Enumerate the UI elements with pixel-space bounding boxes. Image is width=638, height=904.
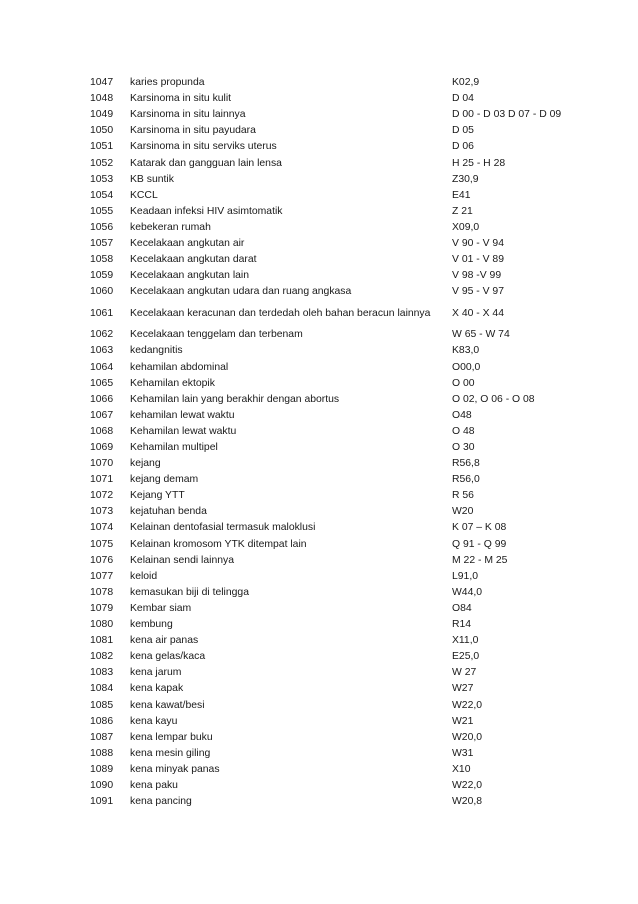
diagnosis-name: Kecelakaan angkutan udara dan ruang angkasa [130, 286, 352, 298]
table-row [90, 360, 592, 376]
icd-code: O 02, O 06 - O 08 [452, 393, 535, 405]
diagnosis-name: Kehamilan lain yang berakhir dengan abortus [130, 393, 340, 405]
diagnosis-name: Kecelakaan angkutan air [130, 237, 245, 249]
row-number: 1052 [90, 157, 114, 169]
icd-code: K 07 – K 08 [452, 522, 507, 534]
row-number: 1082 [90, 651, 114, 663]
diagnosis-name: kedangnitis [130, 345, 183, 357]
row-number: 1057 [90, 237, 114, 249]
icd-code: D 05 [452, 125, 474, 137]
table-row [90, 762, 592, 778]
table-row [90, 107, 592, 123]
table-body [90, 75, 592, 810]
table-row [90, 220, 592, 236]
diagnosis-name: Kelainan dentofasial termasuk maloklusi [130, 522, 316, 534]
icd-code: W44,0 [452, 586, 483, 598]
diagnosis-name: Kelainan kromosom YTK ditempat lain [130, 538, 307, 550]
table-row [90, 424, 592, 440]
row-number: 1089 [90, 763, 114, 775]
diagnosis-name: kena minyak panas [130, 763, 220, 775]
table-row [90, 188, 592, 204]
row-number: 1048 [90, 93, 114, 105]
row-number: 1073 [90, 506, 114, 518]
diagnosis-name: keloid [130, 570, 158, 582]
row-number: 1049 [90, 109, 114, 121]
row-number: 1047 [90, 77, 114, 89]
row-number: 1062 [90, 329, 114, 341]
diagnosis-name: kena kawat/besi [130, 699, 205, 711]
icd-code: Z30,9 [452, 173, 479, 185]
diagnosis-name: kejang [130, 458, 161, 470]
diagnosis-name: kejang demam [130, 474, 199, 486]
icd-code: H 25 - H 28 [452, 157, 506, 169]
diagnosis-name: Keadaan infeksi HIV asimtomatik [130, 205, 283, 217]
table-row [90, 488, 592, 504]
row-number: 1090 [90, 779, 114, 791]
table-row [90, 665, 592, 681]
diagnosis-name: Karsinoma in situ payudara [130, 125, 256, 137]
row-number: 1085 [90, 699, 114, 711]
table-row [90, 569, 592, 585]
icd-code: K02,9 [452, 77, 480, 89]
table-row [90, 252, 592, 268]
icd-code: W20 [452, 506, 474, 518]
diagnosis-name: Kecelakaan angkutan lain [130, 270, 250, 282]
table-row [90, 456, 592, 472]
table-row [90, 408, 592, 424]
table-row [90, 601, 592, 617]
icd-code: D 04 [452, 93, 474, 105]
icd-code: Q 91 - Q 99 [452, 538, 507, 550]
table-row [90, 155, 592, 171]
table-row [90, 268, 592, 284]
icd-code: W22,0 [452, 779, 483, 791]
icd-code: E41 [452, 189, 471, 201]
diagnosis-code-table [90, 75, 592, 810]
table-row [90, 91, 592, 107]
icd-code: X 40 - X 44 [452, 307, 504, 319]
row-number: 1054 [90, 189, 114, 201]
diagnosis-name: kena jarum [130, 667, 182, 679]
table-row [90, 123, 592, 139]
icd-code: L91,0 [452, 570, 479, 582]
icd-code: D 00 - D 03 D 07 - D 09 [452, 109, 562, 121]
row-number: 1084 [90, 683, 114, 695]
table-row [90, 649, 592, 665]
diagnosis-name: kebekeran rumah [130, 221, 211, 233]
table-row [90, 440, 592, 456]
row-number: 1072 [90, 490, 114, 502]
diagnosis-name: kehamilan lewat waktu [130, 409, 235, 421]
icd-code: W 65 - W 74 [452, 329, 510, 341]
icd-code: E25,0 [452, 651, 480, 663]
diagnosis-name: Kembar siam [130, 602, 192, 614]
icd-code: V 95 - V 97 [452, 286, 504, 298]
table-row [90, 714, 592, 730]
diagnosis-name: karies propunda [130, 77, 205, 89]
icd-code: W27 [452, 683, 474, 695]
row-number: 1063 [90, 345, 114, 357]
table-row [90, 520, 592, 536]
icd-code: V 98 -V 99 [452, 270, 502, 282]
row-number: 1088 [90, 747, 114, 759]
table-row [90, 617, 592, 633]
icd-code: O 30 [452, 442, 475, 454]
table-row [90, 284, 592, 300]
row-number: 1061 [90, 307, 114, 319]
row-number: 1051 [90, 141, 114, 153]
icd-code: O48 [452, 409, 472, 421]
row-number: 1091 [90, 796, 114, 808]
table-row [90, 553, 592, 569]
table-row [90, 585, 592, 601]
diagnosis-name: KCCL [130, 189, 158, 201]
table-row [90, 746, 592, 762]
icd-code: R14 [452, 619, 472, 631]
diagnosis-name: kena kayu [130, 715, 178, 727]
table-row [90, 730, 592, 746]
diagnosis-name: Kehamilan multipel [130, 442, 218, 454]
row-number: 1081 [90, 635, 114, 647]
row-number: 1075 [90, 538, 114, 550]
table-row [90, 300, 592, 327]
row-number: 1064 [90, 361, 114, 373]
icd-code: X10 [452, 763, 471, 775]
table-row [90, 537, 592, 553]
diagnosis-name: Karsinoma in situ serviks uterus [130, 141, 277, 153]
diagnosis-name: kena paku [130, 779, 178, 791]
diagnosis-name: kembung [130, 619, 173, 631]
table-row [90, 343, 592, 359]
diagnosis-name: Karsinoma in situ lainnya [130, 109, 246, 121]
row-number: 1077 [90, 570, 114, 582]
diagnosis-name: kena kapak [130, 683, 184, 695]
diagnosis-name: kena lempar buku [130, 731, 213, 743]
diagnosis-name: Kehamilan ektopik [130, 377, 215, 389]
row-number: 1071 [90, 474, 114, 486]
table-row [90, 204, 592, 220]
icd-code: X11,0 [452, 635, 479, 647]
diagnosis-name: Karsinoma in situ kulit [130, 93, 232, 105]
icd-code: X09,0 [452, 221, 480, 233]
icd-code: R 56 [452, 490, 474, 502]
icd-code: M 22 - M 25 [452, 554, 508, 566]
icd-code: W31 [452, 747, 474, 759]
row-number: 1079 [90, 602, 114, 614]
row-number: 1083 [90, 667, 114, 679]
row-number: 1065 [90, 377, 114, 389]
icd-code: V 90 - V 94 [452, 237, 504, 249]
row-number: 1076 [90, 554, 114, 566]
icd-code: O 48 [452, 425, 475, 437]
icd-code: O84 [452, 602, 472, 614]
table-row [90, 697, 592, 713]
diagnosis-name: kejatuhan benda [130, 506, 207, 518]
table-row [90, 172, 592, 188]
row-number: 1056 [90, 221, 114, 233]
diagnosis-name: kehamilan abdominal [130, 361, 229, 373]
icd-code: Z 21 [452, 205, 473, 217]
diagnosis-name: Katarak dan gangguan lain lensa [130, 157, 282, 169]
row-number: 1086 [90, 715, 114, 727]
row-number: 1078 [90, 586, 114, 598]
row-number: 1053 [90, 173, 114, 185]
row-number: 1069 [90, 442, 114, 454]
icd-code: W20,0 [452, 731, 483, 743]
row-number: 1058 [90, 254, 114, 266]
icd-code: W21 [452, 715, 474, 727]
row-number: 1050 [90, 125, 114, 137]
table-row [90, 139, 592, 155]
table-row [90, 778, 592, 794]
icd-code: O00,0 [452, 361, 481, 373]
table-row [90, 392, 592, 408]
row-number: 1087 [90, 731, 114, 743]
icd-code: W20,8 [452, 796, 483, 808]
icd-code: R56,8 [452, 458, 480, 470]
diagnosis-name: Kecelakaan tenggelam dan terbenam [130, 329, 303, 341]
row-number: 1068 [90, 425, 114, 437]
row-number: 1059 [90, 270, 114, 282]
diagnosis-name: Kehamilan lewat waktu [130, 425, 237, 437]
diagnosis-name: Kelainan sendi lainnya [130, 554, 234, 566]
table-row [90, 504, 592, 520]
table-row [90, 75, 592, 91]
row-number: 1070 [90, 458, 114, 470]
table-row [90, 236, 592, 252]
row-number: 1074 [90, 522, 114, 534]
row-number: 1066 [90, 393, 114, 405]
diagnosis-name: KB suntik [130, 173, 174, 185]
diagnosis-name: Kecelakaan keracunan dan terdedah oleh bahan beracun lainnya [130, 307, 431, 319]
row-number: 1080 [90, 619, 114, 631]
table-row [90, 633, 592, 649]
table-row [90, 327, 592, 343]
diagnosis-name: Kecelakaan angkutan darat [130, 254, 257, 266]
table-row [90, 794, 592, 810]
table-row [90, 681, 592, 697]
icd-code: D 06 [452, 141, 474, 153]
row-number: 1060 [90, 286, 114, 298]
diagnosis-name: kemasukan biji di telingga [130, 586, 249, 598]
diagnosis-name: kena air panas [130, 635, 199, 647]
icd-code: V 01 - V 89 [452, 254, 504, 266]
diagnosis-name: kena mesin giling [130, 747, 211, 759]
row-number: 1067 [90, 409, 114, 421]
icd-code: W 27 [452, 667, 477, 679]
icd-code: K83,0 [452, 345, 480, 357]
diagnosis-name: Kejang YTT [130, 490, 185, 502]
table-row [90, 472, 592, 488]
icd-code: R56,0 [452, 474, 480, 486]
diagnosis-name: kena pancing [130, 796, 192, 808]
icd-code: O 00 [452, 377, 475, 389]
table-row [90, 376, 592, 392]
row-number: 1055 [90, 205, 114, 217]
diagnosis-name: kena gelas/kaca [130, 651, 206, 663]
icd-code: W22,0 [452, 699, 483, 711]
